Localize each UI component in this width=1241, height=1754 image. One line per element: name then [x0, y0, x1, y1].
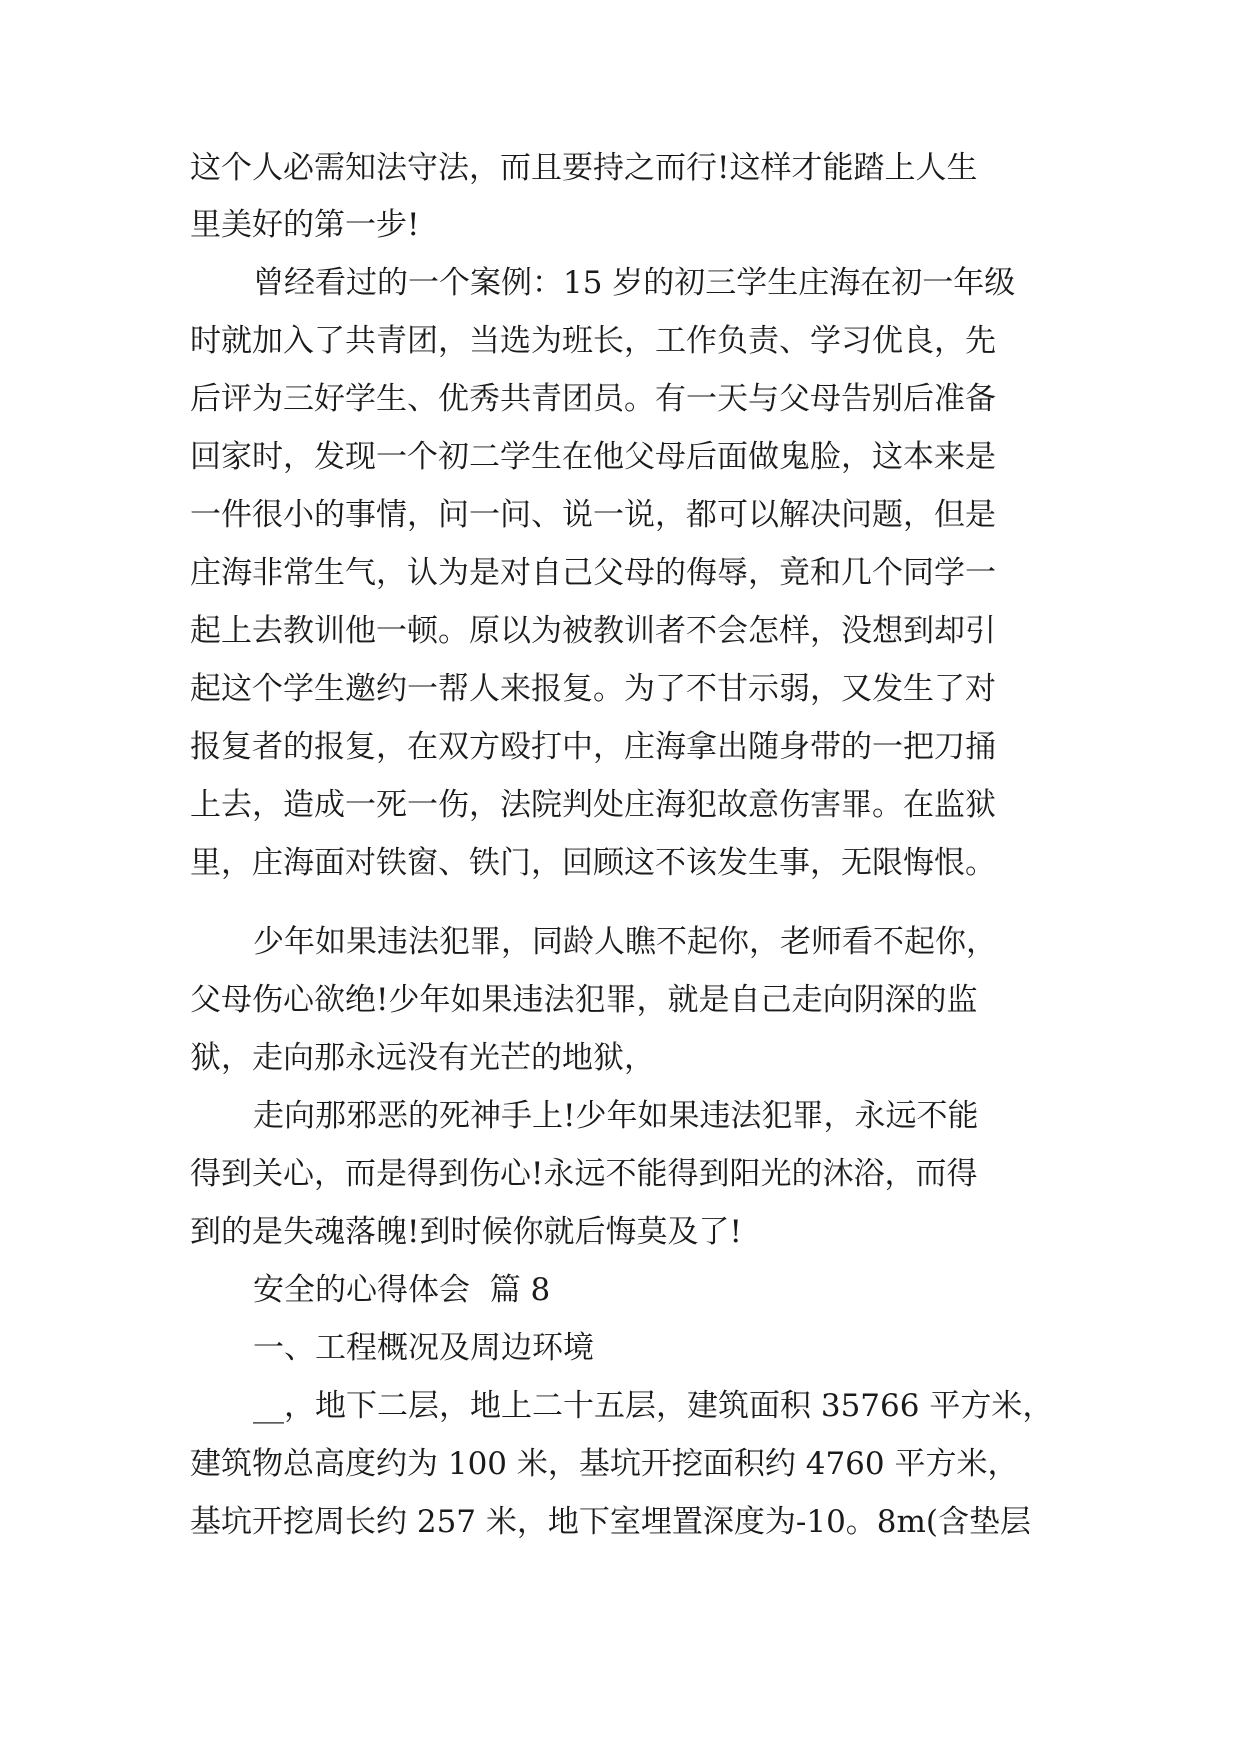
text-line-3: 曾经看过的一个案例：15 岁的初三学生庄海在初一年级 — [253, 265, 1016, 301]
text-line-22: __，地下二层，地上二十五层，建筑面积 35766 平方米， — [253, 1388, 1054, 1424]
text-line-12: 上去，造成一死一伤，法院判处庄海犯故意伤害罪。在监狱 — [190, 787, 996, 823]
text-line-23: 建筑物总高度约为 100 米，基坑开挖面积约 4760 平方米， — [190, 1446, 1019, 1482]
text-line-8: 庄海非常生气，认为是对自己父母的侮辱，竟和几个同学一 — [190, 555, 996, 591]
text-line-18: 得到关心，而是得到伤心!永远不能得到阳光的沐浴，而得 — [190, 1156, 978, 1192]
text-line-14: 少年如果违法犯罪，同龄人瞧不起你，老师看不起你， — [253, 924, 997, 960]
text-line-19: 到的是失魂落魄!到时候你就后悔莫及了! — [190, 1214, 742, 1250]
text-line-24: 基坑开挖周长约 257 米，地下室埋置深度为-10。8m(含垫层 — [190, 1504, 1032, 1540]
text-line-11: 报复者的报复，在双方殴打中，庄海拿出随身带的一把刀捅 — [190, 729, 996, 765]
text-line-2: 里美好的第一步! — [190, 207, 420, 243]
text-line-4: 时就加入了共青团，当选为班长，工作负责、学习优良，先 — [190, 323, 996, 359]
text-line-13: 里，庄海面对铁窗、铁门，回顾这不该发生事，无限悔恨。 — [190, 845, 996, 881]
subsection-heading: 一、工程概况及周边环境 — [253, 1330, 594, 1366]
text-line-7: 一件很小的事情，问一问、说一说，都可以解决问题，但是 — [190, 497, 996, 533]
text-line-17: 走向那邪恶的死神手上!少年如果违法犯罪，永远不能 — [253, 1098, 979, 1134]
text-line-15: 父母伤心欲绝!少年如果违法犯罪，就是自己走向阴深的监 — [190, 982, 978, 1018]
text-line-16: 狱，走向那永远没有光芒的地狱， — [190, 1040, 655, 1076]
text-line-1: 这个人必需知法守法，而且要持之而行!这样才能踏上人生 — [190, 150, 978, 186]
text-line-9: 起上去教训他一顿。原以为被教训者不会怎样，没想到却引 — [190, 613, 996, 649]
section-heading: 安全的心得体会 篇 8 — [253, 1272, 551, 1308]
text-line-5: 后评为三好学生、优秀共青团员。有一天与父母告别后准备 — [190, 381, 996, 417]
text-line-6: 回家时，发现一个初二学生在他父母后面做鬼脸，这本来是 — [190, 439, 996, 475]
text-line-10: 起这个学生邀约一帮人来报复。为了不甘示弱，又发生了对 — [190, 671, 996, 707]
